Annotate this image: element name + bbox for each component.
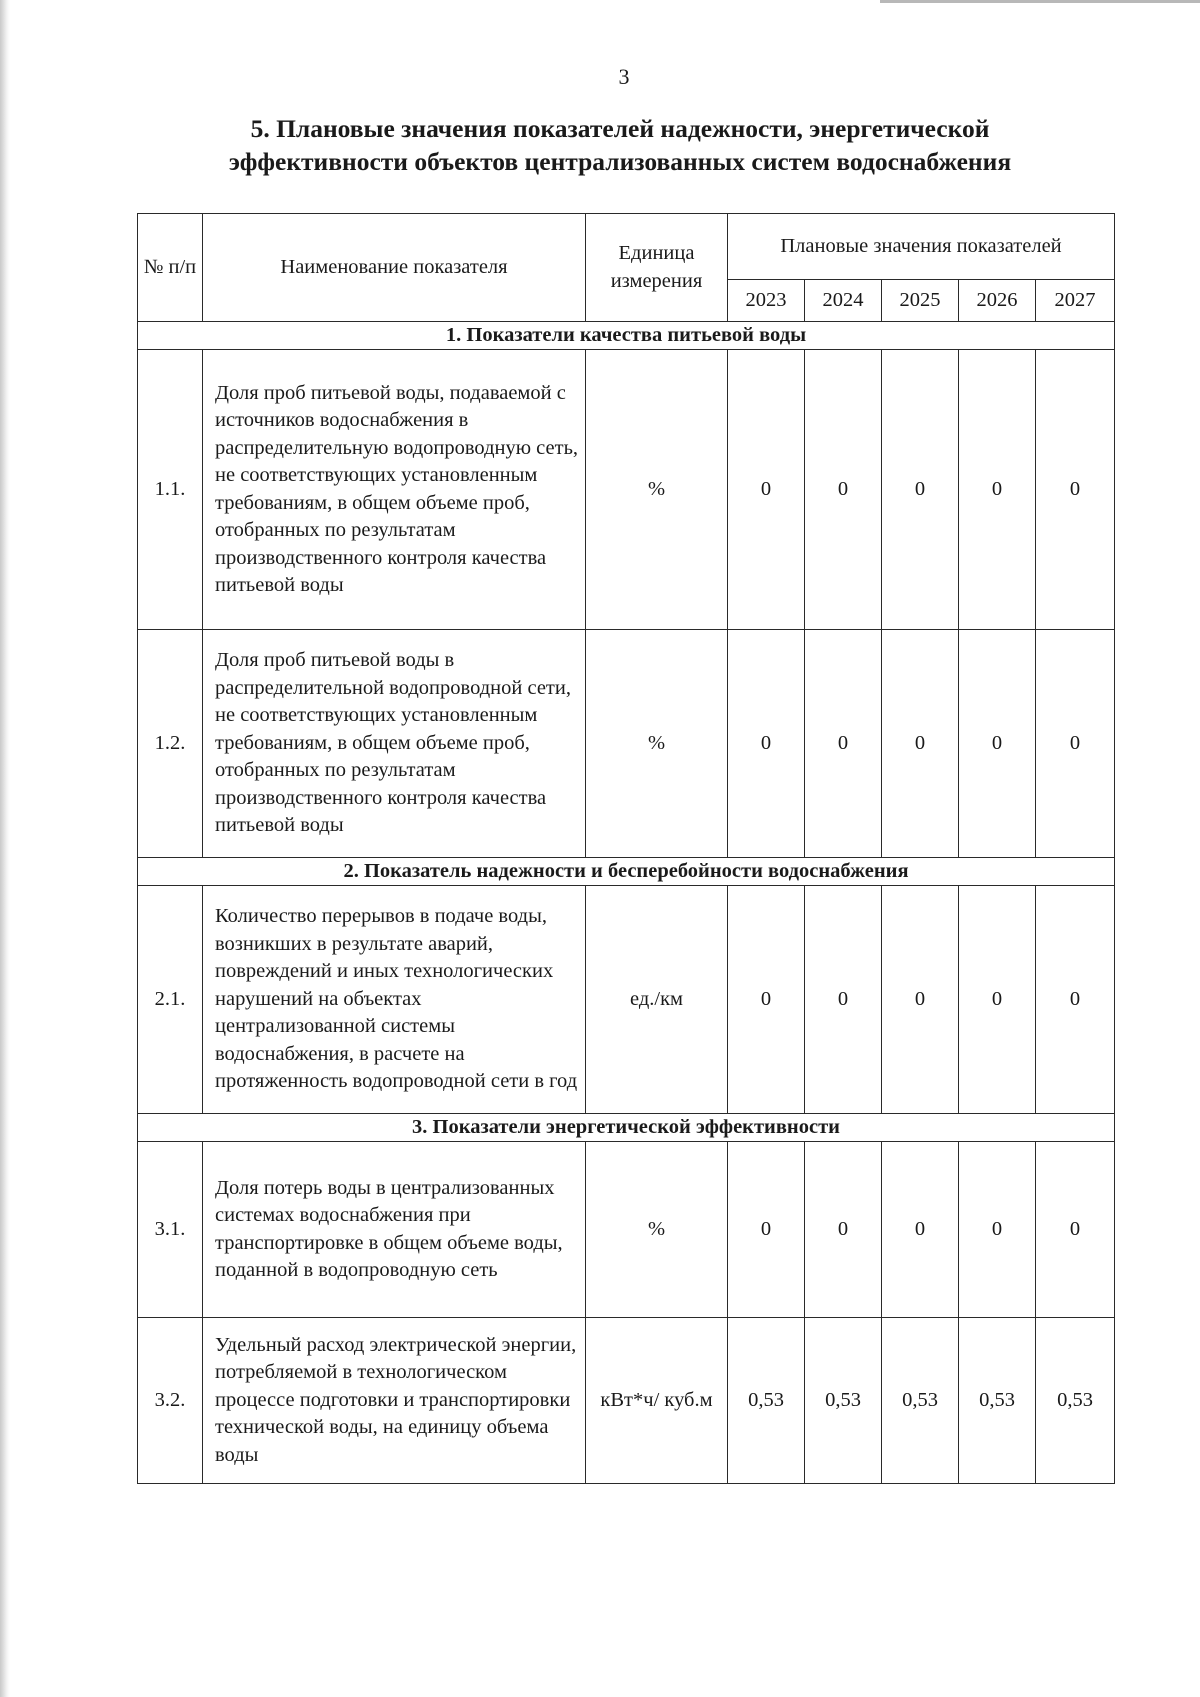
row-number: 1.1. [138,350,203,630]
value-cell: 0 [1036,886,1115,1114]
value-cell: 0 [728,1142,805,1318]
header-year: 2026 [959,280,1036,322]
header-row-1 [138,214,1115,280]
value-cell: 0 [882,1142,959,1318]
value-cell: 0,53 [1036,1318,1115,1484]
section-row [138,858,1115,886]
value-cell: 0 [882,350,959,630]
value-cell: 0,53 [882,1318,959,1484]
value-cell: 0 [1036,630,1115,858]
header-unit: Единица измерения [586,214,728,322]
value-cell: 0 [959,1142,1036,1318]
value-cell: 0,53 [959,1318,1036,1484]
section-title: 2. Показатель надежности и бесперебойности водоснабжения [138,858,1115,886]
row-number: 2.1. [138,886,203,1114]
value-cell: 0 [728,630,805,858]
value-cell: 0 [882,630,959,858]
scan-left-edge [0,0,10,1697]
section-row [138,1114,1115,1142]
table-row [138,1318,1115,1484]
table-row [138,1142,1115,1318]
indicator-name-text: Доля проб питьевой воды, подаваемой с источников водоснабжения в распределительную водопроводную сеть, не соответствующих установленным требованиям, в общем объеме проб, отобранных по результатам производственного контроля качества питьевой воды [215,381,579,596]
header-year: 2027 [1036,280,1115,322]
indicator-name-text: Доля проб питьевой воды в распределительной водопроводной сети, не соответствующих установленным требованиям, в общем объеме проб, отобранных по результатам производственного контроля качества питьевой воды [215,649,571,837]
indicator-name [203,1318,586,1484]
value-cell: 0,53 [728,1318,805,1484]
value-cell: 0 [805,1142,882,1318]
unit-cell: ед./км [586,886,728,1114]
indicator-name-text: Удельный расход электрической энергии, потребляемой в технологическом процессе подготовки и транспортировки технической воды, на единицу объема воды [215,1333,577,1466]
value-cell: 0 [805,350,882,630]
header-year: 2025 [882,280,959,322]
value-cell: 0,53 [805,1318,882,1484]
section-title: 3. Показатели энергетической эффективности [138,1114,1115,1142]
unit-cell: кВт*ч/ куб.м [586,1318,728,1484]
unit-cell: % [586,1142,728,1318]
header-year: 2024 [805,280,882,322]
scan-top-line [880,0,1200,3]
table-row [138,886,1115,1114]
row-number: 1.2. [138,630,203,858]
value-cell: 0 [1036,1142,1115,1318]
indicator-name [203,350,586,630]
row-number: 3.2. [138,1318,203,1484]
value-cell: 0 [805,630,882,858]
section-title: 1. Показатели качества питьевой воды [138,322,1115,350]
indicators-table [137,213,1115,1484]
document-title [150,112,1090,178]
indicator-name [203,630,586,858]
value-cell: 0 [728,886,805,1114]
value-cell: 0 [882,886,959,1114]
unit-cell: % [586,630,728,858]
header-num: № п/п [138,214,203,322]
page-number: 3 [618,64,630,89]
value-cell: 0 [959,630,1036,858]
value-cell: 0 [959,886,1036,1114]
indicator-name [203,1142,586,1318]
header-year: 2023 [728,280,805,322]
indicator-name-text: Количество перерывов в подаче воды, возникших в результате аварий, повреждений и иных технологических нарушений на объектах централизованной системы водоснабжения, в расчете на протяженность водопроводной сети в год [215,905,578,1093]
unit-cell: % [586,350,728,630]
indicator-name [203,886,586,1114]
table-row [138,630,1115,858]
title-line-2: эффективности объектов централизованных систем водоснабжения [228,147,1012,176]
value-cell: 0 [805,886,882,1114]
value-cell: 0 [1036,350,1115,630]
value-cell: 0 [728,350,805,630]
indicator-name-text: Доля потерь воды в централизованных системах водоснабжения при транспортировке в общем объеме воды, поданной в водопроводную сеть [215,1176,563,1281]
table-row [138,350,1115,630]
title-line-1: 5. Плановые значения показателей надежности, энергетической [250,114,990,143]
section-row [138,322,1115,350]
row-number: 3.1. [138,1142,203,1318]
value-cell: 0 [959,350,1036,630]
header-name: Наименование показателя [203,214,586,322]
header-plan-values: Плановые значения показателей [728,214,1115,280]
